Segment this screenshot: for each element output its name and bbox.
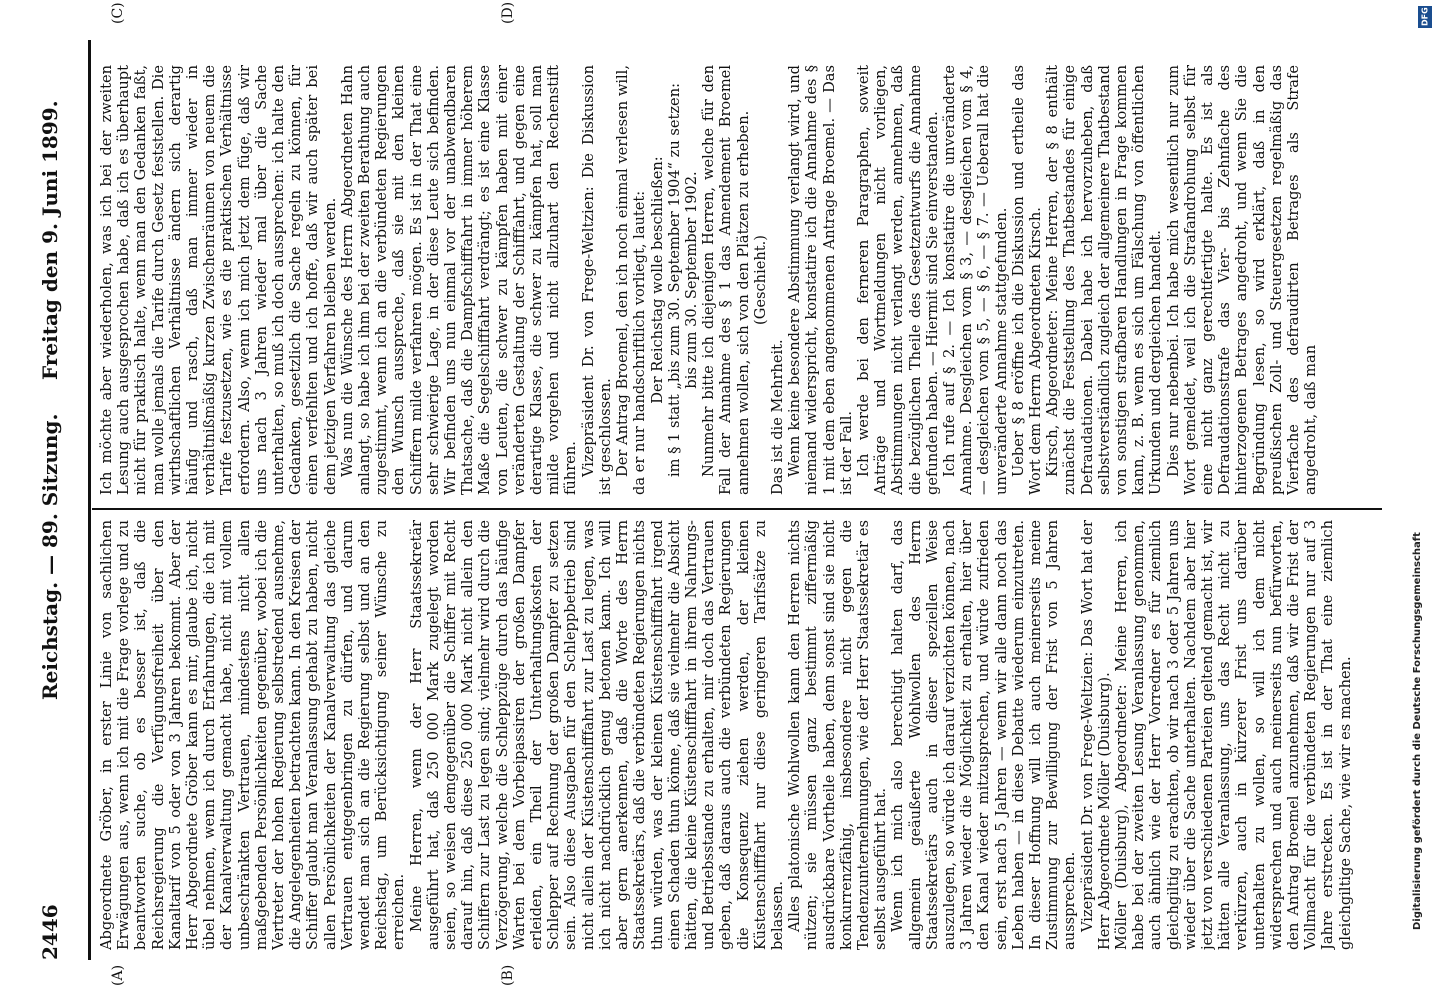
paragraph: Vizepräsident Dr. von Frege-Weltzien: Die Diskussion ist geschlossen. bbox=[579, 65, 614, 495]
margin-mark-d: (D) bbox=[500, 1, 516, 24]
digitization-note: Digitalisierung gefördert durch die Deutsche Forschungsgemeinschaft bbox=[1412, 532, 1423, 930]
column-separator bbox=[92, 508, 1382, 510]
paragraph: Das ist die Mehrheit. bbox=[768, 339, 786, 495]
margin-mark-b: (B) bbox=[500, 964, 516, 986]
margin-mark-a: (A) bbox=[110, 964, 126, 986]
paragraph: Ich rufe auf § 2. — Ich konstatire die unveränderte Annahme. Desgleichen vom § 3, — desgleichen vom § 4, — desgleichen vom § 5, — § 6, — § 7. — Ueberall hat die unveränderte Annahme stattgefunden. bbox=[940, 65, 1010, 495]
dfg-logo-icon: DFG bbox=[1418, 6, 1432, 28]
paragraph: Wenn ich mich also berechtigt halten darf, das allgemein geäußerte Wohlwollen des Herrn Staatssekretärs auch in dieser speziellen Weise auszulegen, so würde ich darauf verzichten können, nach 3 Jahren wieder die Möglichkeit zu erhalten, hier über den Kanal wieder mitzusprechen, und würde zufrieden sein, erst nach 5 Jahren — wenn wir alle dann noch das Leben haben — in diese Debatte wiederum einzutreten. In dieser Hoffnung will ich auch meinerseits meine Zustimmung zur Bewilligung der Frist von 5 Jahren aussprechen. bbox=[889, 520, 1079, 950]
paragraph: Was nun die Wünsche des Herrn Abgeordneten Hahn anlangt, so habe ich ihm bei der zweiten Berathung auch zugestimmt, wenn ich an die verbündeten Regierungen den Wunsch ausspreche, daß sie mit den kleinen Schiffern milde verfahren mögen. Es ist in der That eine sehr schwierige Lage, in der diese Leute sich befinden. Wir befinden uns nun einmal vor der unabwendbaren Thatsache, daß die Dampfschifffahrt in immer höherem Maße die Segelschifffahrt verdrängt; es ist eine Klasse von Leuten, die schwer zu kämpfen haben mit einer veränderten Gestaltung der Schifffahrt, und gegen eine derartige Klasse, die schwer zu kämpfen hat, soll man milde vorgehen und nicht allzuhart den Rechenstift führen. bbox=[338, 65, 580, 495]
paragraph: Wenn keine besondere Abstimmung verlangt wird, und niemand widerspricht, konstatire ich die Annahme des § 1 mit dem eben angenommenen Antrage Broemel. — Das ist der Fall. bbox=[786, 65, 855, 495]
paragraph: Ich möchte aber wiederholen, was ich bei der zweiten Lesung auch ausgesprochen habe, daß ich es überhaupt nicht für praktisch halte, wenn man den Gedanken faßt, man wolle jemals die Tarife durch Gesetz feststellen. Die wirthschaftlichen Verhältnisse ändern sich derartig häufig und rasch, daß man immer wieder in verhältnißmäßig kurzen Zwischenräumen von neuem die Tarife festzusetzen, wie es die praktischen Verhältnisse erfordern. Also, wenn ich mich jetzt dem füge, daß wir uns nach 3 Jahren wieder mal über die Sache unterhalten, so muß ich doch aussprechen: ich halte den Gedanken, gesetzlich die Sache regeln zu können, für einen verfehlten und ich hoffe, daß wir auch später bei dem jetzigen Verfahren bleiben werden. bbox=[98, 65, 339, 495]
paragraph: Nunmehr bitte ich diejenigen Herren, welche für den Fall der Annahme des § 1 das Amendement Broemel annehmen wollen, sich von den Plätzen zu erheben. bbox=[700, 65, 752, 495]
paragraph: Meine Herren, wenn der Herr Staatssekretär ausgeführt hat, daß 250 000 Mark zugelegt worden seien, so weisen demgegenüber die Schiffer mit Recht darauf hin, daß diese 250 000 Mark nicht allein den Schiffern zur Last zu legen sind; vielmehr wird durch die Verzögerung, welche die Schleppzüge durch das häufige Warten bei dem Vorbeipassiren der großen Dampfer erleiden, ein Theil der Unterhaltungskosten der Schlepper auf Rechnung der großen Dampfer zu setzen sein. Also diese Ausgaben für den Schleppbetrieb sind nicht allein der Küstenschifffahrt zur Last zu legen, was ich nicht nachdrücklich genug betonen kann. Ich will aber gern anerkennen, daß die Worte des Herrn Staatssekretärs, daß die verbündeten Regierungen nichts thun würden, was der kleinen Küstenschifffahrt irgend einen Schaden thun könne, daß sie vielmehr die Absicht hätten, die kleine Küstenschifffahrt in ihrem Nahrungs- und Betriebsstande zu erhalten, mir doch das Vertrauen geben, daß daraus auch die verbündeten Regierungen die Konsequenz ziehen werden, der kleinen Küstenschifffahrt nur diese geringeren Tarifsätze zu belassen. bbox=[407, 520, 786, 950]
paragraph: Alles platonische Wohlwollen kann den Herren nichts nützen; sie müssen ganz bestimmt ziffermäßig ausdrückbare Vortheile haben, denn sonst sind sie nicht konkurrenzfähig, insbesondere nicht gegen die Tendenzunternehmungen, wie der Herr Staatssekretär es selbst ausgeführt hat. bbox=[786, 520, 890, 950]
paragraph: Ueber § 8 eröffne ich die Diskussion und ertheile das Wort dem Herrn Abgeordneten Kirsch. bbox=[1009, 65, 1044, 495]
paragraph: bis zum 30. September 1902. bbox=[682, 171, 700, 389]
left-column bbox=[98, 520, 1378, 950]
paragraph: Ich werde bei den ferneren Paragraphen, soweit Anträge und Wortmeldungen nicht vorliegen, Abstimmungen nicht verlangt werden, annehmen, daß die bezüglichen Theile des Gesetzentwurfs die Annahme gefunden haben. — Hiermit sind Sie einverstanden. bbox=[854, 65, 941, 495]
paragraph: Der Reichstag wolle beschließen: bbox=[648, 156, 666, 404]
margin-mark-c: (C) bbox=[110, 2, 126, 24]
paragraph: im § 1 statt „bis zum 30. September 1904“ zu setzen: bbox=[665, 82, 683, 478]
date-header: Freitag den 9. Juni 1899. bbox=[38, 100, 62, 380]
paragraph: Dies nur nebenbei. Ich habe mich wesentlich nur zum Wort gemeldet, weil ich die Strafandrohung selbst für eine nicht ganz gerechtfertigte halte. Es ist als Defraudationsstrafe das Vier- bis Zehnfache des hinterzogenen Betrages angedroht, und wenn Sie die Begründung lesen, so wird erklärt, daß in den preußischen Zoll- und Steuergesetzen regelmäßig das Vierfache des defraudirten Betrages als Strafe angedroht, daß man bbox=[1164, 65, 1320, 495]
paragraph: Der Antrag Broemel, den ich noch einmal verlesen will, da er nur handschriftlich vorliegt, lautet: bbox=[614, 65, 649, 495]
page-number: 2446 bbox=[38, 904, 62, 960]
paragraph: Vizepräsident Dr. von Frege-Weltzien: Das Wort hat der Herr Abgeordnete Möller (Duisburg). bbox=[1078, 520, 1113, 950]
paragraph: Möller (Duisburg), Abgeordneter: Meine Herren, ich habe bei der zweiten Lesung Veranlassung genommen, auch ähnlich wie der Herr Vorredner es für ziemlich gleichgiltig zu erachten, ob wir nach 3 oder 5 Jahren uns wieder über die Sache unterhalten. Nachdem aber hier jetzt von verschiedenen Parteien geltend gemacht ist, wir hätten alle Veranlassung, uns das Recht nicht zu verkürzen, auch in kürzerer Frist uns darüber unterhalten zu wollen, so will ich dem nicht widersprechen und auch meinerseits nun befürworten, den Antrag Broemel anzunehmen, daß wir die Frist der Vollmacht für die verbündeten Regierungen nur auf 3 Jahre erstrecken. Es ist in der That eine ziemlich gleichgiltige Sache, wie wir es machen. bbox=[1112, 520, 1354, 950]
right-column bbox=[98, 65, 1378, 495]
header-rule bbox=[88, 40, 91, 960]
session-header: Reichstag. — 89. Sitzung. bbox=[38, 413, 62, 700]
paragraph: Abgeordnete Gröber, in erster Linie von sachlichen Erwägungen aus, wenn ich mit die Frage vorlege und zu beantworten suche, ob es besser ist, daß die Reichsregierung die Verfügungsfreiheit über den Kanaltarif von 5 oder von 3 Jahren bekommt. Aber der Herr Abgeordnete Gröber kann es mir, glaube ich, nicht übel nehmen, wenn ich durch Erfahrungen, die ich mit der Kanalverwaltung gemacht habe, nicht mit vollem unbeschränkten Vertrauen, mindestens nicht allen maßgebenden Persönlichkeiten gegenüber, wobei ich die Vertreter der hohen Regierung selbstredend ausnehme, die Angelegenheiten betrachten kann. In den Kreisen der Schiffer glaubt man Veranlassung gehabt zu haben, nicht allen Persönlichkeiten der Kanalverwaltung das gleiche Vertrauen entgegenbringen zu dürfen, und darum wendet man sich an die Regierung selbst und an den Reichstag, um Berücksichtigung seiner Wünsche zu erreichen. bbox=[98, 520, 408, 950]
paragraph: (Geschieht.) bbox=[751, 235, 769, 325]
paragraph: Kirsch, Abgeordneter: Meine Herren, der § 8 enthält zunächst die Feststellung des Thatbestandes für einige Defraudationen. Dabei habe ich hervorzuheben, daß selbstverständlich zugleich der allgemeinere Thatbestand von sonstigen strafbaren Handlungen in Frage kommen kann, z. B. wenn es sich um Fälschung von öffentlichen Urkunden und dergleichen handelt. bbox=[1044, 65, 1165, 495]
